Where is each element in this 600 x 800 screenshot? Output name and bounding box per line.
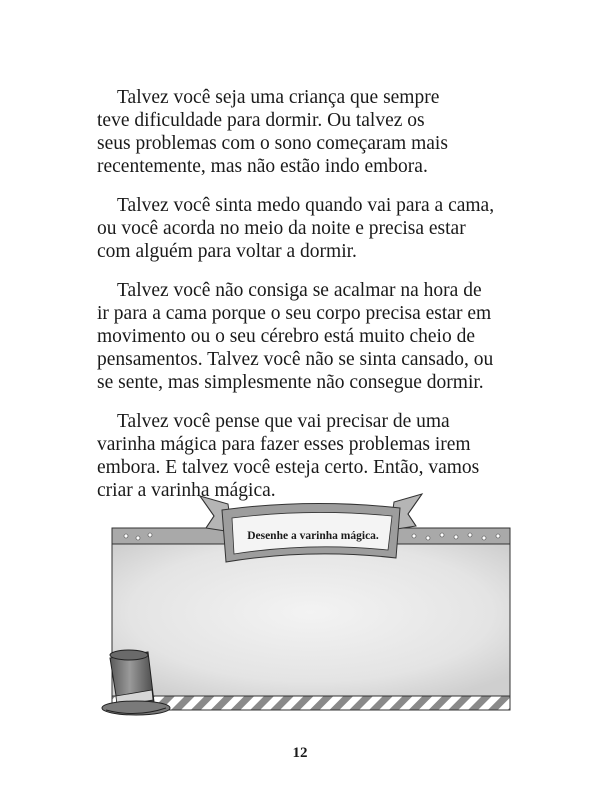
text-line: Talvez você não consiga se acalmar na hora de [117, 280, 482, 301]
body-text [97, 86, 517, 518]
text-line: seus problemas com o sono começaram mais [97, 133, 448, 154]
text-line: movimento ou o seu cérebro está muito cheio de [97, 326, 475, 347]
paragraph-1 [97, 86, 517, 178]
text-line: recentemente, mas não estão indo embora. [97, 156, 428, 177]
page-number: 12 [292, 745, 308, 761]
text-line: ir para a cama porque o seu corpo precisa estar em [97, 303, 492, 324]
text-line: pensamentos. Talvez você não se sinta cansado, ou [97, 349, 494, 370]
text-line: embora. E talvez você esteja certo. Então, vamos [97, 457, 480, 478]
paragraph-3 [97, 279, 517, 394]
text-line: com alguém para voltar a dormir. [97, 241, 357, 262]
banner-label: Desenhe a varinha mágica. [247, 530, 379, 542]
drawing-frame [112, 528, 510, 710]
text-line: Talvez você sinta medo quando vai para a cama, [117, 195, 495, 216]
drawing-area-illustration [96, 488, 516, 728]
text-line: ou você acorda no meio da noite e precisa estar [97, 218, 466, 239]
ribbon-banner-icon [200, 494, 422, 562]
paragraph-2 [97, 194, 517, 263]
text-line: Talvez você seja uma criança que sempre [117, 87, 440, 108]
text-line: varinha mágica para fazer esses problemas irem [97, 434, 471, 455]
text-line: se sente, mas simplesmente não consegue dormir. [97, 372, 484, 393]
text-line: teve dificuldade para dormir. Ou talvez os [97, 110, 425, 131]
text-line: criar a varinha mágica. [97, 480, 276, 501]
text-line: Talvez você pense que vai precisar de uma [117, 411, 450, 432]
